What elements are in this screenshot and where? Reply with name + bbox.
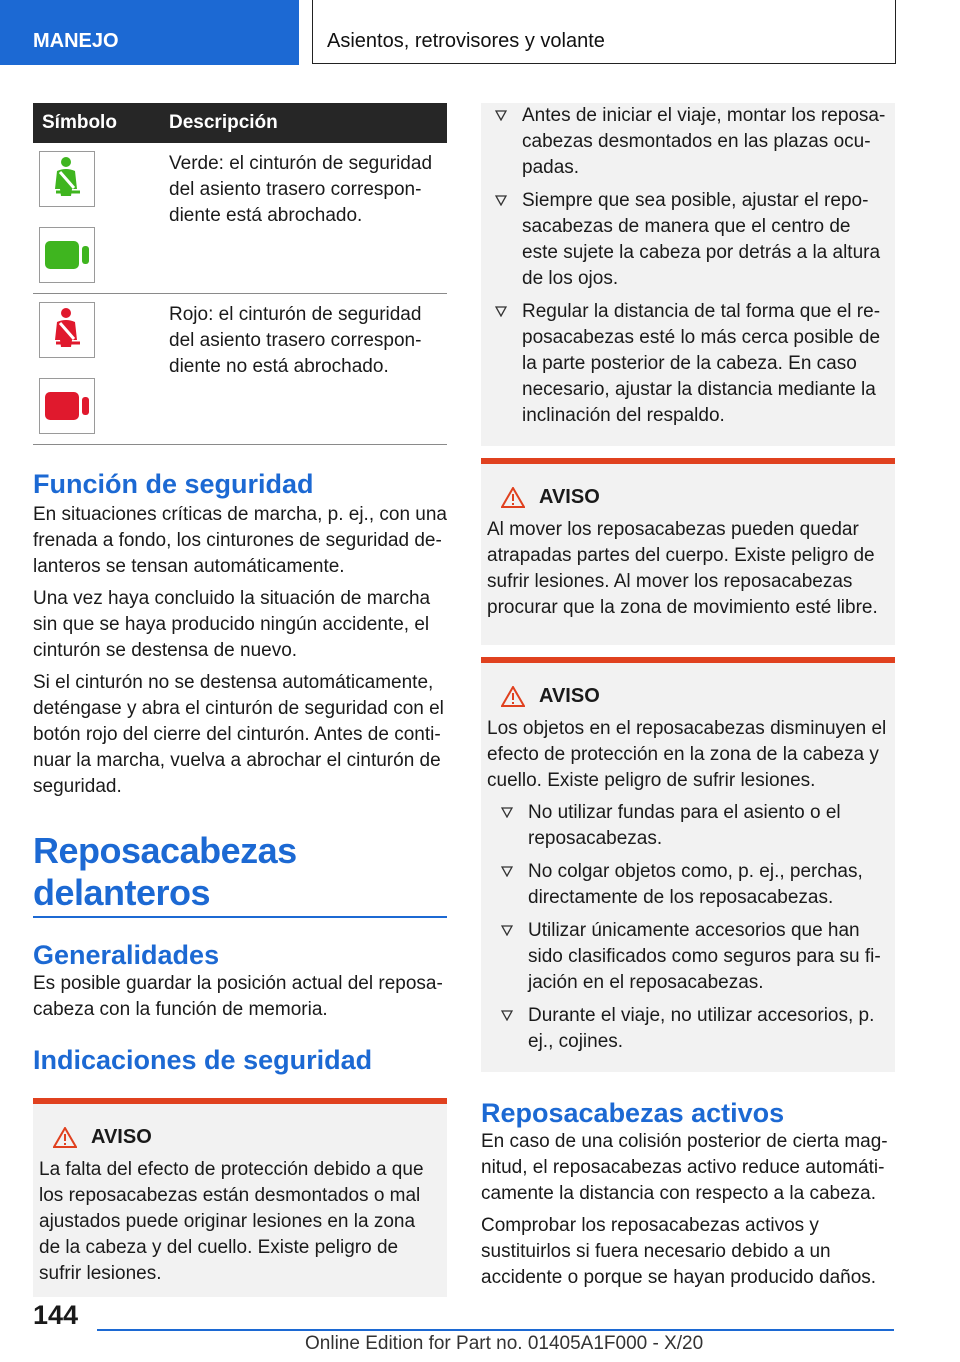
seat-red-status-icon: [39, 378, 95, 434]
warning-bullet-list: [487, 800, 887, 1055]
headrest-bullet-list: [481, 103, 887, 429]
warning-label: AVISO: [539, 685, 600, 707]
bullet-arrow-icon: [495, 194, 507, 206]
header-section-tab: [0, 0, 299, 65]
warning-label: AVISO: [91, 1126, 152, 1148]
warning-box: [33, 1098, 447, 1297]
description-cell: Rojo: el cinturón de seguridad del asiento trasero correspondiente no está abrochado.: [169, 294, 447, 445]
col-symbol-header: Símbolo: [33, 103, 169, 143]
list-item: Durante el viaje, no utilizar accesorios, p. ej., cojines.: [487, 1003, 887, 1055]
list-item: No colgar objetos como, p. ej., perchas, directamente de los reposacabezas.: [487, 859, 887, 911]
warning-title: [501, 685, 887, 708]
warning-box: [481, 458, 895, 645]
col-description-header: Descripción: [169, 103, 447, 143]
bullet-arrow-icon: [501, 1009, 513, 1021]
table-row: [33, 143, 447, 294]
general-heading: Generalidades: [33, 940, 220, 970]
footer-rule: [97, 1329, 894, 1331]
warning-title: [53, 1126, 439, 1149]
list-item: Utilizar únicamente accesorios que han sido clasificados como seguros para su fijación en el reposacabezas.: [487, 918, 887, 996]
header-section-label: MANEJO: [33, 30, 119, 52]
warning-text: La falta del efecto de protección debido a que los reposacabezas están desmontados o mal ajustados puede originar lesiones en la zona de la cabeza y del cuello. Existe peligro de sufrir lesiones.: [39, 1159, 424, 1284]
seatbelt-green-icon: [39, 151, 95, 207]
bullet-arrow-icon: [495, 305, 507, 317]
seatbelt-red-icon: [39, 302, 95, 358]
warning-title: [501, 486, 887, 509]
active-headrests-p2: Comprobar los reposacabezas activos y sustituirlos si fuera necesario debido a un accidente o porque se hayan producido daños.: [481, 1215, 877, 1288]
safety-notes-heading: Indicaciones de seguridad: [33, 1045, 373, 1075]
warning-label: AVISO: [539, 486, 600, 508]
title-underline: [33, 916, 447, 918]
left-column: [33, 103, 447, 1297]
headrest-bullets-box: [481, 103, 895, 446]
seat-green-status-icon: [39, 227, 95, 283]
page-number: 144: [33, 1300, 79, 1330]
list-item: Regular la distancia de tal forma que el reposacabezas esté lo más cerca posible de la parte posterior de la cabeza. En caso necesario, ajustar la distancia mediante la inclinación del respaldo.: [481, 299, 887, 429]
description-cell: Verde: el cinturón de seguridad del asiento trasero correspondiente está abrochado.: [169, 143, 447, 294]
active-headrests-heading: Reposacabezas activos: [481, 1098, 785, 1128]
bullet-arrow-icon: [495, 109, 507, 121]
headrests-title: Reposacabezas delanteros: [33, 830, 297, 913]
active-headrests-p1: En caso de una colisión posterior de cierta magnitud, el reposacabezas activo reduce automáticamente la distancia con respecto a la cabeza.: [481, 1131, 888, 1204]
header-chapter-label: Asientos, retrovisores y volante: [327, 30, 605, 52]
safety-function-p2: Una vez haya concluido la situación de marcha sin que se haya producido ningún accidente, el cinturón se destensa de nuevo.: [33, 588, 431, 661]
symbol-cell: [33, 143, 169, 294]
header-chapter-tab: [312, 0, 896, 64]
symbol-table: [33, 103, 447, 445]
table-header-row: [33, 103, 447, 143]
right-column: [481, 103, 895, 1291]
symbol-cell: [33, 294, 169, 445]
safety-function-p3: Si el cinturón no se destensa automáticamente, deténgase y abra el cinturón de seguridad con el botón rojo del cierre del cinturón. Antes de continuar la marcha, vuelva a abrochar el cinturón de seguridad.: [33, 672, 444, 797]
bullet-arrow-icon: [501, 806, 513, 818]
bullet-arrow-icon: [501, 924, 513, 936]
list-item: Siempre que sea posible, ajustar el reposacabezas de manera que el centro de este sujete la cabeza por detrás a la altura de los ojos.: [481, 188, 887, 292]
list-item: Antes de iniciar el viaje, montar los reposacabezas desmontados en las plazas ocupadas.: [481, 103, 887, 181]
footer-edition: Online Edition for Part no. 01405A1F000 - X/20: [305, 1333, 704, 1354]
warning-box: [481, 657, 895, 1072]
warning-triangle-icon: [53, 1127, 77, 1148]
warning-text: Los objetos en el reposacabezas disminuyen el efecto de protección en la zona de la cabeza y cuello. Existe peligro de sufrir lesiones.: [487, 718, 887, 791]
safety-function-heading: Función de seguridad: [33, 469, 314, 499]
list-item: No utilizar fundas para el asiento o el reposacabezas.: [487, 800, 887, 852]
warning-triangle-icon: [501, 487, 525, 508]
table-row: [33, 294, 447, 445]
warning-triangle-icon: [501, 686, 525, 707]
warning-text: Al mover los reposacabezas pueden quedar atrapadas partes del cuerpo. Existe peligro de sufrir lesiones. Al mover los reposacabezas procurar que la zona de movimiento esté libre.: [487, 519, 878, 618]
bullet-arrow-icon: [501, 865, 513, 877]
safety-function-p1: En situaciones críticas de marcha, p. ej., con una frenada a fondo, los cinturones de seguridad delanteros se tensan automáticamente.: [33, 504, 447, 577]
general-text: Es posible guardar la posición actual del reposacabeza con la función de memoria.: [33, 973, 443, 1020]
